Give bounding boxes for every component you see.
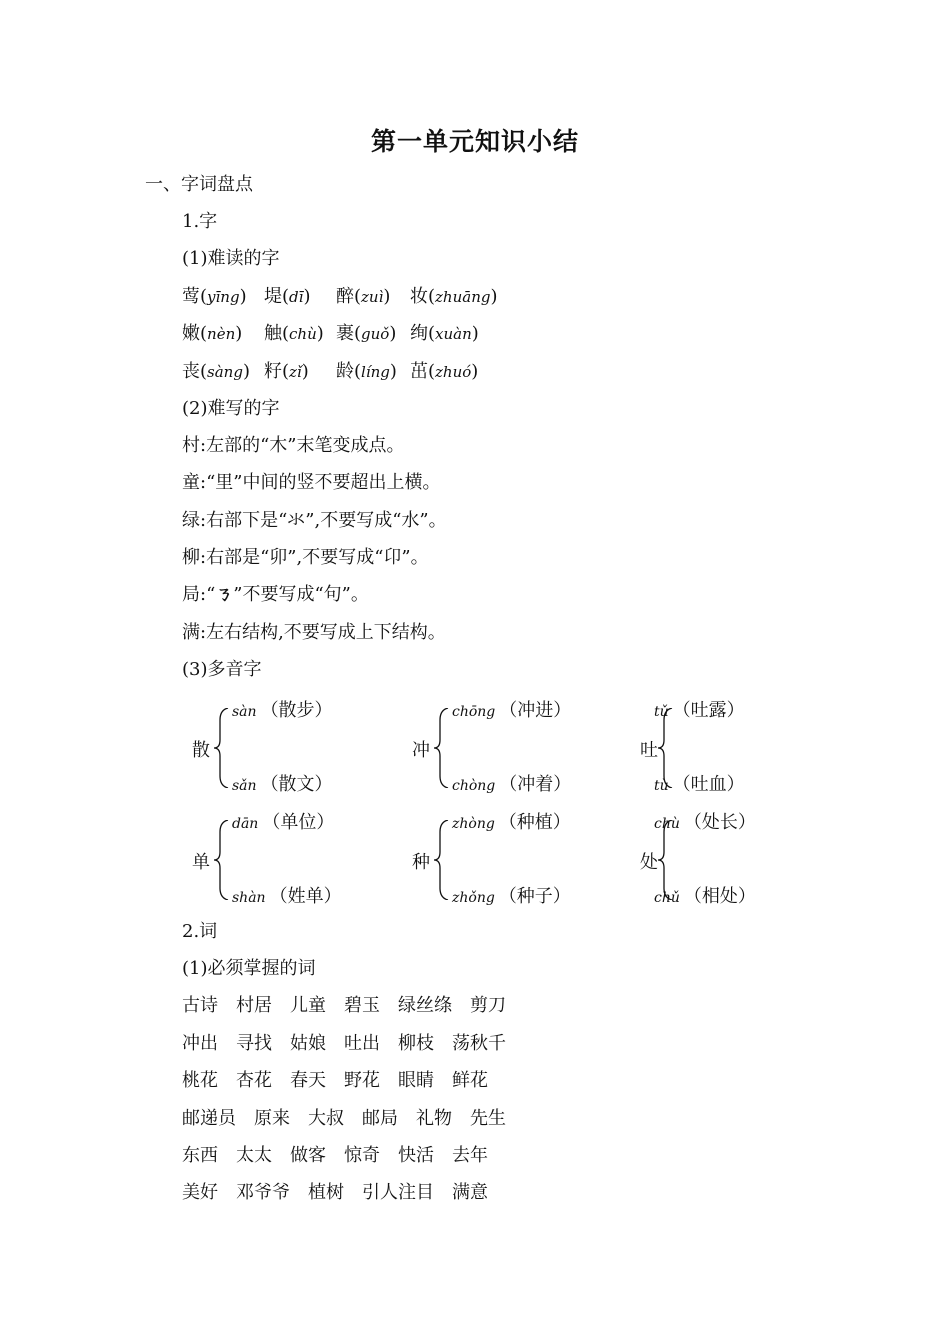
word-item: 植树: [308, 1182, 344, 1203]
word-row: [182, 1068, 506, 1094]
polyphone-reading: [654, 882, 756, 908]
section-heading: 一、字词盘点: [145, 174, 253, 195]
polyphone-reading: [654, 696, 745, 722]
polyphone-word: （相处）: [683, 886, 756, 907]
hard-read-item: 妆(zhuāng): [410, 286, 498, 307]
polyphone-char: 吐: [640, 740, 658, 761]
hard-read-char: 莺: [182, 286, 200, 307]
hard-write-prefix: 局:“: [182, 584, 216, 605]
hard-read-pinyin: nèn: [207, 325, 236, 343]
hard-read-char: 丧: [182, 361, 200, 382]
polyphone-pinyin: chǔ: [654, 890, 680, 906]
hard-read-pinyin: zhuāng: [435, 288, 491, 306]
word-item: 野花: [344, 1070, 380, 1091]
polyphone-char: 单: [192, 852, 210, 873]
hard-read-pinyin: sàng: [207, 363, 243, 381]
hard-write-item: 满:左右结构,不要写成上下结构。: [182, 622, 446, 643]
polyphone-char: 种: [412, 852, 430, 873]
hard-read-char: 堤: [264, 286, 282, 307]
subsection-heading: (3)多音字: [182, 659, 262, 680]
polyphone-group: [412, 812, 652, 912]
hard-write-item: 村:左部的“木”末笔变成点。: [182, 435, 405, 456]
word-item: 原来: [254, 1108, 290, 1129]
hard-read-char: 绚: [410, 323, 428, 344]
polyphone-reading: [654, 770, 745, 796]
polyphone-reading: [232, 770, 333, 796]
polyphone-char: 冲: [412, 740, 430, 761]
word-item: 鲜花: [452, 1070, 488, 1091]
polyphone-pinyin: sàn: [232, 704, 257, 720]
word-item: 春天: [290, 1070, 326, 1091]
word-row: [182, 1143, 506, 1169]
hard-read-char: 裹: [336, 323, 354, 344]
polyphone-reading: [654, 808, 756, 834]
hard-read-item: 莺(yīng): [182, 286, 247, 307]
hard-read-char: 触: [264, 323, 282, 344]
hard-read-pinyin: chù: [289, 325, 317, 343]
word-item: 儿童: [290, 995, 326, 1016]
word-item: 满意: [452, 1182, 488, 1203]
word-item: 太太: [236, 1145, 272, 1166]
hard-read-pinyin: zhuó: [435, 363, 472, 381]
word-item: 惊奇: [344, 1145, 380, 1166]
word-item: 冲出: [182, 1033, 218, 1054]
hard-read-pinyin: guǒ: [361, 325, 390, 343]
polyphone-pinyin: dān: [232, 816, 259, 832]
hard-read-item: 醉(zuì): [336, 286, 391, 307]
subsection-heading: 1.字: [182, 211, 218, 232]
word-item: 吐出: [344, 1033, 380, 1054]
hard-read-pinyin: yīng: [207, 288, 240, 306]
word-row: [182, 993, 524, 1019]
subsection-heading: (1)难读的字: [182, 248, 280, 269]
hard-read-char: 醉: [336, 286, 354, 307]
polyphone-reading: [452, 770, 571, 796]
word-item: 大叔: [308, 1108, 344, 1129]
polyphone-pinyin: zhǒng: [452, 890, 495, 906]
brace-icon: [214, 708, 230, 788]
polyphone-pinyin: tǔ: [654, 704, 669, 720]
polyphone-word: （吐血）: [672, 774, 745, 795]
polyphone-reading: [232, 882, 342, 908]
subsection-heading: (2)难写的字: [182, 398, 280, 419]
polyphone-pinyin: zhòng: [452, 816, 495, 832]
hard-write-item: 绿:右部下是“氺”,不要写成“水”。: [182, 510, 447, 531]
word-item: 做客: [290, 1145, 326, 1166]
polyphone-char: 处: [640, 852, 658, 873]
word-item: 邮局: [362, 1108, 398, 1129]
hard-write-bold-char: ㄋ: [215, 584, 234, 605]
hard-read-item: 裹(guǒ): [336, 323, 397, 344]
hard-read-pinyin: zǐ: [289, 363, 302, 381]
word-item: 美好: [182, 1182, 218, 1203]
hard-read-item: 龄(líng): [336, 361, 397, 382]
hard-write-item: 柳:右部是“卯”,不要写成“卬”。: [182, 547, 429, 568]
word-item: 剪刀: [470, 995, 506, 1016]
brace-icon: [434, 820, 450, 900]
word-row: [182, 1106, 524, 1132]
word-item: 快活: [398, 1145, 434, 1166]
polyphone-pinyin: chōng: [452, 704, 496, 720]
polyphone-word: （冲进）: [499, 700, 572, 721]
word-item: 姑娘: [290, 1033, 326, 1054]
hard-read-char: 妆: [410, 286, 428, 307]
polyphone-char: 散: [192, 740, 210, 761]
hard-read-item: 茁(zhuó): [410, 361, 479, 382]
polyphone-word: （处长）: [683, 812, 756, 833]
word-item: 柳枝: [398, 1033, 434, 1054]
hard-read-char: 龄: [336, 361, 354, 382]
word-row: [182, 1031, 524, 1057]
polyphone-word: （吐露）: [672, 700, 745, 721]
word-item: 邓爷爷: [236, 1182, 290, 1203]
polyphone-group: [192, 812, 432, 912]
word-item: 眼睛: [398, 1070, 434, 1091]
polyphone-group: [640, 812, 880, 912]
hard-read-item: 嫩(nèn): [182, 323, 243, 344]
polyphone-reading: [452, 808, 571, 834]
polyphone-reading: [232, 808, 334, 834]
polyphone-word: （散步）: [260, 700, 333, 721]
polyphone-word: （种子）: [498, 886, 571, 907]
polyphone-group: [640, 700, 880, 800]
brace-icon: [214, 820, 230, 900]
polyphone-word: （姓单）: [269, 886, 342, 907]
subsection-heading: 2.词: [182, 921, 218, 942]
word-item: 寻找: [236, 1033, 272, 1054]
word-item: 绿丝绦: [398, 995, 452, 1016]
word-item: 礼物: [416, 1108, 452, 1129]
polyphone-pinyin: tù: [654, 778, 669, 794]
page-title: 第一单元知识小结: [370, 127, 579, 156]
hard-read-item: 触(chù): [264, 323, 324, 344]
hard-write-item: 童:“里”中间的竖不要超出上横。: [182, 472, 441, 493]
polyphone-group: [412, 700, 652, 800]
polyphone-word: （种植）: [498, 812, 571, 833]
polyphone-reading: [452, 882, 571, 908]
polyphone-reading: [232, 696, 333, 722]
polyphone-pinyin: shàn: [232, 890, 266, 906]
word-item: 荡秋千: [452, 1033, 506, 1054]
hard-read-item: 籽(zǐ): [264, 361, 309, 382]
hard-write-item: [182, 582, 369, 608]
hard-read-char: 籽: [264, 361, 282, 382]
word-item: 东西: [182, 1145, 218, 1166]
word-item: 先生: [470, 1108, 506, 1129]
hard-read-pinyin: zuì: [361, 288, 384, 306]
word-item: 邮递员: [182, 1108, 236, 1129]
brace-icon: [434, 708, 450, 788]
hard-read-item: 绚(xuàn): [410, 323, 479, 344]
word-item: 去年: [452, 1145, 488, 1166]
polyphone-pinyin: chòng: [452, 778, 496, 794]
polyphone-word: （散文）: [260, 774, 333, 795]
subsection-heading: (1)必须掌握的词: [182, 958, 316, 979]
word-item: 引人注目: [362, 1182, 434, 1203]
polyphone-pinyin: chù: [654, 816, 680, 832]
hard-read-pinyin: líng: [361, 363, 390, 381]
hard-read-item: 堤(dī): [264, 286, 311, 307]
hard-read-pinyin: dī: [289, 288, 304, 306]
word-row: [182, 1180, 506, 1206]
polyphone-group: [192, 700, 432, 800]
hard-read-item: 丧(sàng): [182, 361, 250, 382]
word-item: 碧玉: [344, 995, 380, 1016]
polyphone-word: （冲着）: [499, 774, 572, 795]
hard-write-rest: ”不要写成“句”。: [233, 584, 369, 605]
word-item: 村居: [236, 995, 272, 1016]
word-item: 杏花: [236, 1070, 272, 1091]
polyphone-pinyin: sǎn: [232, 778, 257, 794]
hard-read-char: 嫩: [182, 323, 200, 344]
word-item: 古诗: [182, 995, 218, 1016]
polyphone-reading: [452, 696, 571, 722]
hard-read-pinyin: xuàn: [435, 325, 472, 343]
hard-read-char: 茁: [410, 361, 428, 382]
polyphone-word: （单位）: [262, 812, 335, 833]
word-item: 桃花: [182, 1070, 218, 1091]
